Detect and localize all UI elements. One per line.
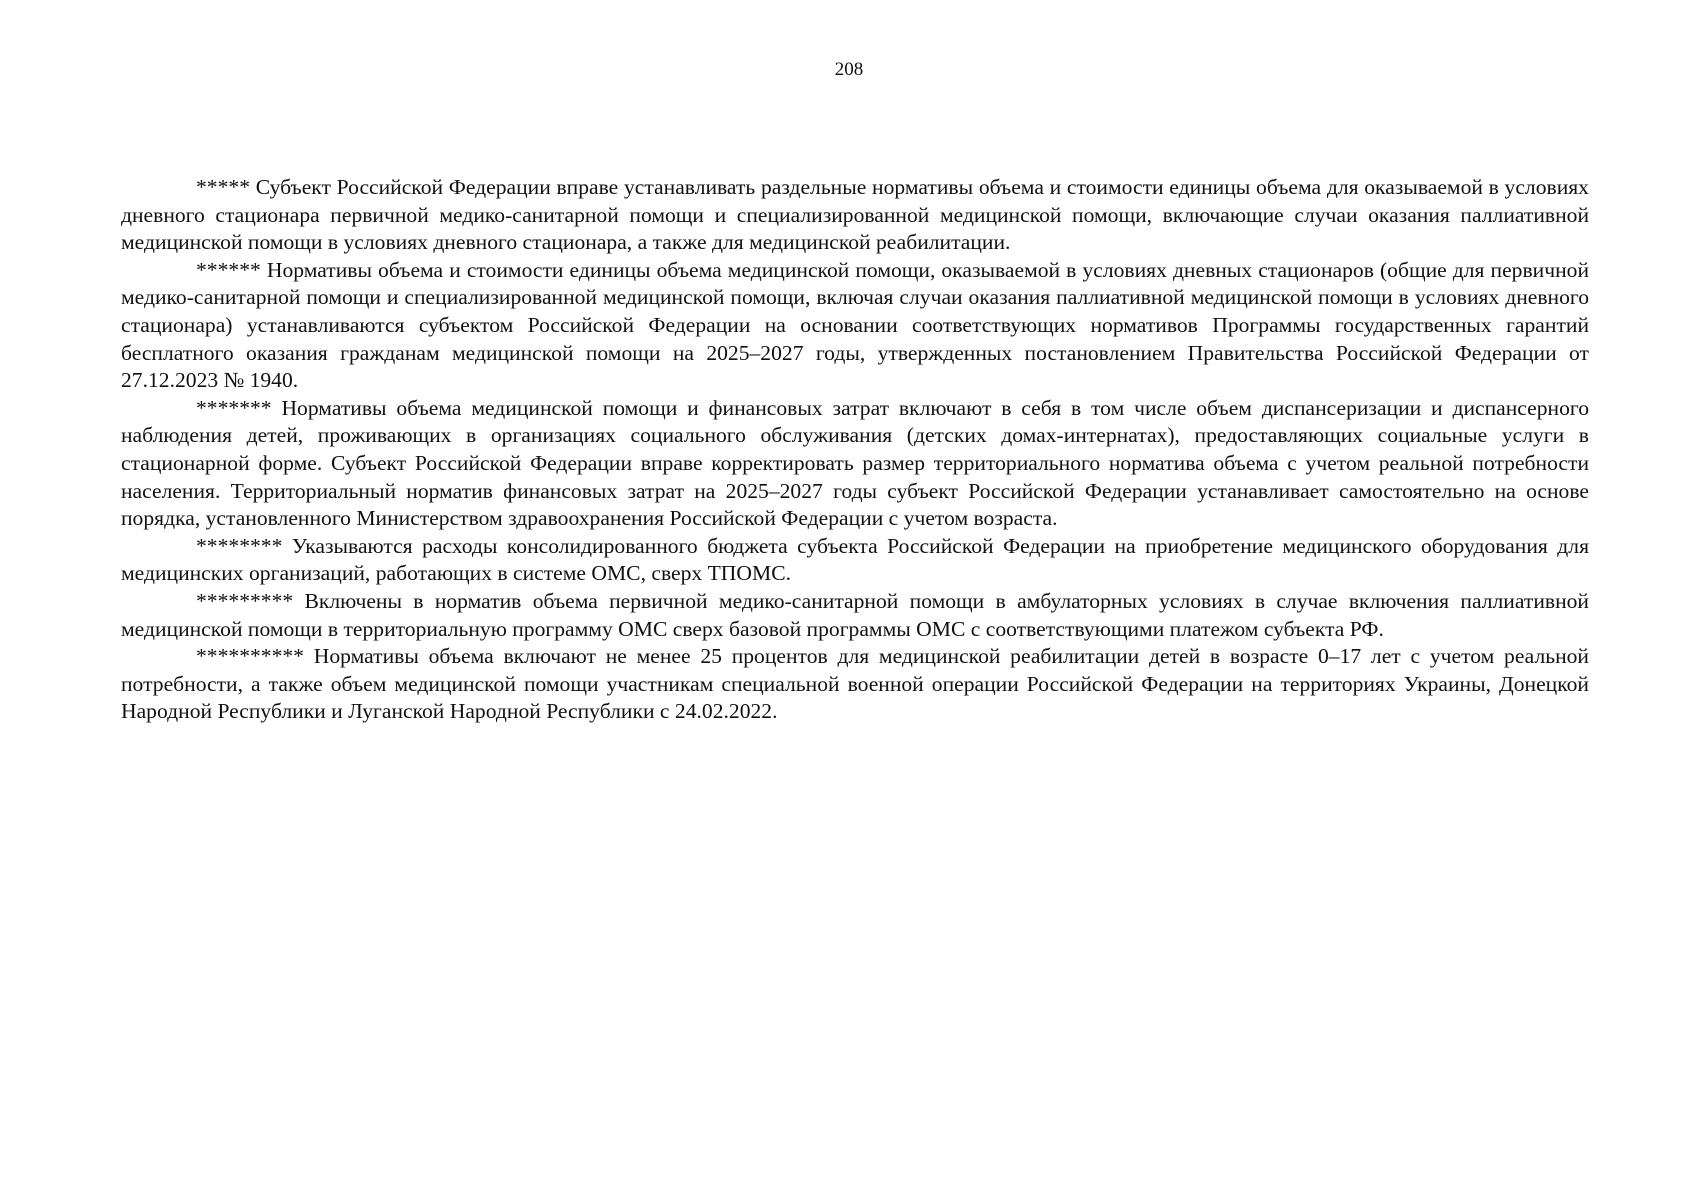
- footnote-9: [121, 588, 1589, 643]
- page-number: 208: [834, 59, 864, 80]
- footnote-marker: **********: [196, 644, 304, 669]
- footnote-6: [121, 257, 1589, 395]
- footnote-8: [121, 533, 1589, 588]
- footnote-text: Нормативы объема включают не менее 25 процентов для медицинской реабилитации детей в возрасте 0–17 лет с учетом реальной потребности, а также объем медицинской помощи участникам специальной военной операции Российской Федерации на территориях Украины, Донецкой Народной Республики и Луганской Народной Республики с 24.02.2022.: [121, 644, 1589, 724]
- footnote-marker: *********: [196, 588, 294, 613]
- footnote-text: Субъект Российской Федерации вправе устанавливать раздельные нормативы объема и стоимости единицы объема для оказываемой в условиях дневного стационара первичной медико-санитарной помощи и специализированной медицинской помощи, включающие случаи оказания паллиативной медицинской помощи в условиях дневного стационара, а также для медицинской реабилитации.: [121, 175, 1589, 255]
- footnote-marker: ********: [196, 533, 283, 558]
- footnote-10: [121, 643, 1589, 726]
- footnote-marker: ******: [196, 257, 261, 282]
- footnote-marker: *****: [196, 175, 250, 199]
- footnotes-section: [121, 174, 1589, 726]
- footnote-text: Нормативы объема медицинской помощи и финансовых затрат включают в себя в том числе объем диспансеризации и диспансерного наблюдения детей, проживающих в организациях социального обслуживания (детских домах-интернатах), предоставляющих социальные услуги в стационарной форме. Субъект Российской Федерации вправе корректировать размер территориального норматива объема с учетом реальной потребности населения. Территориальный норматив финансовых затрат на 2025–2027 годы субъект Российской Федерации устанавливает самостоятельно на основе порядка, установленного Министерством здравоохранения Российской Федерации с учетом возраста.: [121, 395, 1589, 531]
- footnote-5: [121, 174, 1589, 257]
- footnote-7: [121, 395, 1589, 533]
- footnote-text: Указываются расходы консолидированного бюджета субъекта Российской Федерации на приобретение медицинского оборудования для медицинских организаций, работающих в системе ОМС, сверх ТПОМС.: [121, 533, 1589, 586]
- footnote-text: Включены в норматив объема первичной медико-санитарной помощи в амбулаторных условиях в случае включения паллиативной медицинской помощи в территориальную программу ОМС сверх базовой программы ОМС с соответствующими платежом субъекта РФ.: [121, 588, 1589, 641]
- footnote-marker: *******: [196, 395, 272, 420]
- footnote-text: Нормативы объема и стоимости единицы объема медицинской помощи, оказываемой в условиях дневных стационаров (общие для первичной медико-санитарной помощи и специализированной медицинской помощи, включая случаи оказания паллиативной медицинской помощи в условиях дневного стационара) устанавливаются субъектом Российской Федерации на основании соответствующих нормативов Программы государственных гарантий бесплатного оказания гражданам медицинской помощи на 2025–2027 годы, утвержденных постановлением Правительства Российской Федерации от 27.12.2023 № 1940.: [121, 257, 1589, 393]
